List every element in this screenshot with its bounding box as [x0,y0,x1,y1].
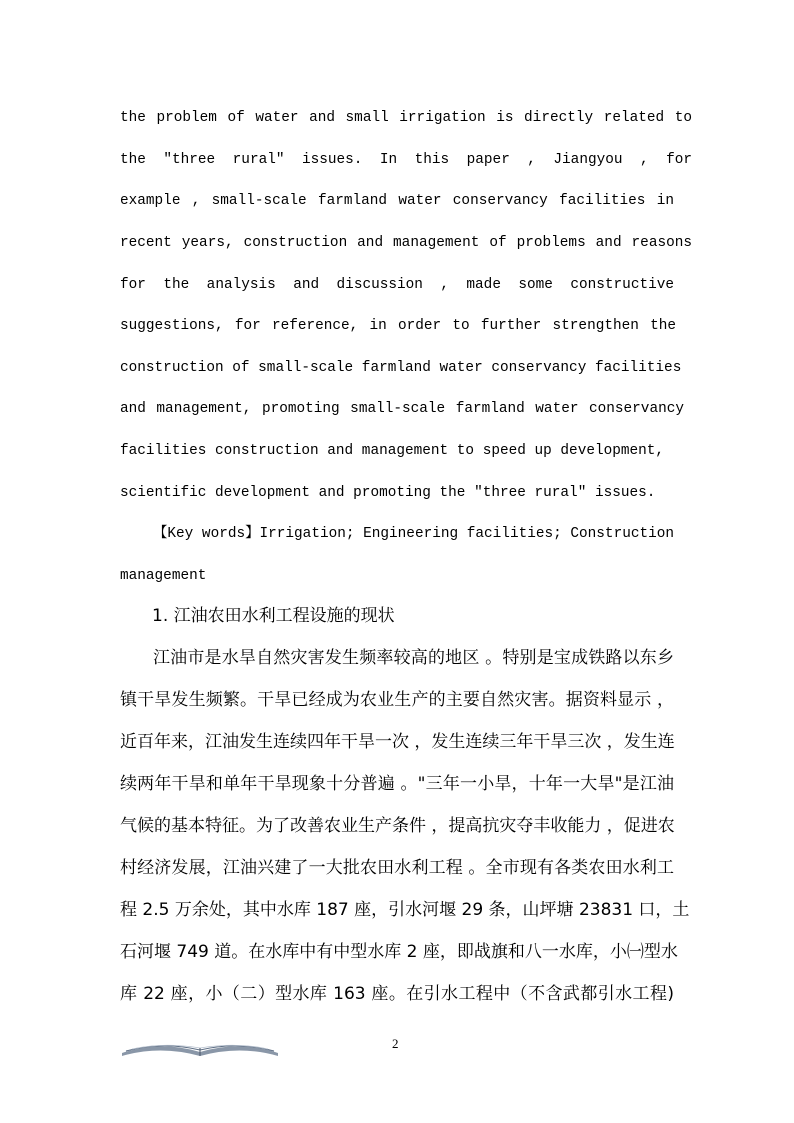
body-line: 石河堰 749 道。在水库中有中型水库 2 座，即战旗和八一水库，小㈠型水 [120,942,678,962]
body-line: 村经济发展，江油兴建了一大批农田水利工程 。全市现有各类农田水利工 [120,858,674,878]
abstract-line: and management, promoting small-scale farmland water conservancy [120,401,684,417]
body-line: 程 2.5 万余处，其中水库 187 座，引水河堰 29 条，山坪塘 23831 口，土 [120,900,690,920]
body-line: 镇干旱发生频繁。干旱已经成为农业生产的主要自然灾害。据资料显示 ， [120,690,674,710]
abstract-line: the problem of water and small irrigation is directly related to [120,110,692,126]
abstract-line: example , small-scale farmland water conservancy facilities in [120,193,674,209]
abstract-line: for the analysis and discussion , made some constructive [120,277,674,293]
abstract-line: scientific development and promoting the "three rural" issues. [120,485,656,501]
abstract-line: construction of small-scale farmland water conservancy facilities [120,360,682,376]
abstract-line: suggestions, for reference, in order to further strengthen the [120,318,676,334]
keywords-line: management [120,568,207,584]
page-number: 2 [392,1036,399,1051]
body-line: 库 22 座，小（二）型水库 163 座。在引水工程中（不含武都引水工程) [120,984,674,1004]
body-line: 续两年干旱和单年干旱现象十分普遍 。"三年一小旱，十年一大旱"是江油 [120,774,674,794]
abstract-line: recent years, construction and management of problems and reasons [120,235,692,251]
body-line: 江油市是水旱自然灾害发生频率较高的地区 。特别是宝成铁路以东乡 [153,648,674,668]
body-line: 气候的基本特征。为了改善农业生产条件 ，提高抗灾夺丰收能力 ，促进农 [120,816,675,836]
keywords-line: 【Key words】Irrigation; Engineering facilities; Construction [153,526,675,542]
section-heading: 1. 江油农田水利工程设施的现状 [152,606,395,626]
body-line: 近百年来，江油发生连续四年干旱一次 ，发生连续三年干旱三次 ，发生连 [120,732,675,752]
abstract-line: the "three rural" issues. In this paper , Jiangyou , for [120,152,692,168]
open-book-icon [120,1036,280,1058]
abstract-line: facilities construction and management to speed up development, [120,443,665,459]
